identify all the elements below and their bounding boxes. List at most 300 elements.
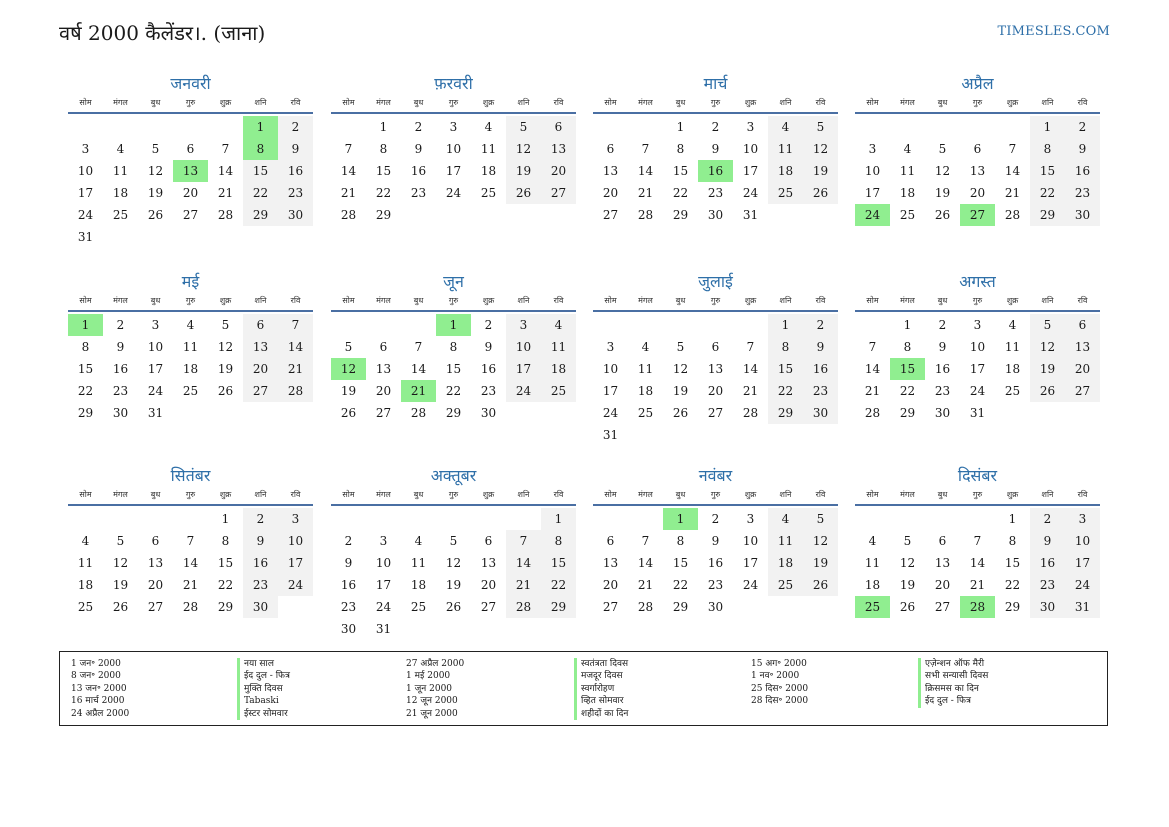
day-cell: 2	[711, 120, 720, 134]
empty-cell	[138, 116, 173, 138]
day-cell: 8	[676, 534, 685, 548]
day-cell: 12	[1030, 336, 1065, 358]
day-cell: 20	[243, 358, 278, 380]
weekday-label: शुक्र	[744, 296, 757, 305]
empty-cell	[173, 508, 208, 530]
day-cell: 17	[1065, 552, 1100, 574]
day-cell: 26	[506, 182, 541, 204]
legend-holiday-name: ईद दुल - फित्र	[918, 695, 988, 707]
empty-cell	[628, 424, 663, 446]
day-grid	[855, 314, 1100, 424]
weekday-label: रवि	[290, 490, 301, 499]
day-cell: 14	[1004, 164, 1021, 178]
empty-cell	[995, 116, 1030, 138]
day-cell: 16	[803, 358, 838, 380]
empty-cell	[925, 116, 960, 138]
weekday-label: गुरु	[710, 98, 721, 107]
day-cell: 21	[637, 578, 654, 592]
day-cell: 25	[1004, 384, 1021, 398]
day-cell: 4	[186, 318, 195, 332]
day-cell: 17	[506, 358, 541, 380]
day-cell: 2	[711, 512, 720, 526]
weekday-label: सोम	[604, 490, 617, 499]
day-cell: 2	[344, 534, 353, 548]
day-cell: 19	[112, 578, 129, 592]
weekday-label: बुध	[150, 296, 161, 305]
weekday-label: शुक्र	[482, 490, 495, 499]
legend-holiday-name: व्हित सोमवार	[574, 695, 628, 707]
day-cell: 6	[151, 534, 160, 548]
empty-cell	[436, 204, 471, 226]
day-cell: 17	[602, 384, 619, 398]
weekday-header	[68, 96, 313, 114]
day-cell: 12	[672, 362, 689, 376]
day-cell: 9	[116, 340, 125, 354]
day-cell: 13	[707, 362, 724, 376]
weekday-label: मंगल	[376, 490, 391, 499]
day-cell: 17	[445, 164, 462, 178]
day-cell: 16	[243, 552, 278, 574]
day-cell: 5	[506, 116, 541, 138]
day-cell: 26	[147, 208, 164, 222]
day-cell: 11	[541, 336, 576, 358]
empty-cell	[698, 424, 733, 446]
day-cell: 20	[707, 384, 724, 398]
day-cell: 16	[934, 362, 951, 376]
day-cell: 8	[768, 336, 803, 358]
day-cell: 7	[278, 314, 313, 336]
empty-cell	[593, 116, 628, 138]
day-cell: 3	[606, 340, 615, 354]
day-cell: 11	[480, 142, 497, 156]
day-cell: 31	[969, 406, 986, 420]
day-cell: 11	[1004, 340, 1021, 354]
day-cell: 12	[899, 556, 916, 570]
day-cell: 6	[484, 534, 493, 548]
day-cell: 1	[663, 508, 698, 530]
weekday-header	[855, 294, 1100, 312]
day-cell: 1	[903, 318, 912, 332]
day-cell: 22	[77, 384, 94, 398]
day-cell: 10	[375, 556, 392, 570]
day-cell: 23	[410, 186, 427, 200]
day-cell: 22	[445, 384, 462, 398]
day-cell: 8	[81, 340, 90, 354]
day-cell: 18	[637, 384, 654, 398]
day-grid	[331, 116, 576, 226]
empty-cell	[855, 508, 890, 530]
day-cell: 11	[77, 556, 94, 570]
day-cell: 24	[742, 578, 759, 592]
day-cell: 5	[676, 340, 685, 354]
day-cell: 24	[506, 380, 541, 402]
day-cell: 9	[278, 138, 313, 160]
day-cell: 9	[938, 340, 947, 354]
day-cell: 18	[182, 362, 199, 376]
empty-cell	[278, 402, 313, 424]
weekday-label: रवि	[290, 98, 301, 107]
day-cell: 16	[698, 160, 733, 182]
day-cell: 3	[449, 120, 458, 134]
day-cell: 20	[1065, 358, 1100, 380]
day-cell: 22	[899, 384, 916, 398]
empty-cell	[890, 116, 925, 138]
empty-cell	[925, 508, 960, 530]
weekday-label: बुध	[150, 490, 161, 499]
day-cell: 7	[746, 340, 755, 354]
day-cell: 4	[541, 314, 576, 336]
weekday-label: शनि	[254, 490, 267, 499]
day-grid	[68, 314, 313, 424]
day-cell: 31	[602, 428, 619, 442]
weekday-header	[593, 488, 838, 506]
day-cell: 26	[899, 600, 916, 614]
month-1	[68, 72, 313, 248]
month-name: अगस्त	[959, 272, 996, 291]
day-cell: 27	[243, 380, 278, 402]
weekday-label: गुरु	[185, 296, 196, 305]
weekday-label: गुरु	[972, 490, 983, 499]
empty-cell	[401, 508, 436, 530]
weekday-label: शनि	[517, 490, 530, 499]
day-cell: 14	[637, 556, 654, 570]
empty-cell	[173, 226, 208, 248]
day-cell: 17	[147, 362, 164, 376]
day-cell: 27	[182, 208, 199, 222]
day-grid	[331, 508, 576, 640]
month-name: जनवरी	[170, 74, 211, 93]
empty-cell	[960, 508, 995, 530]
day-cell: 23	[480, 384, 497, 398]
day-cell: 9	[803, 336, 838, 358]
day-cell: 19	[506, 160, 541, 182]
weekday-label: रवि	[1077, 296, 1088, 305]
empty-cell	[68, 508, 103, 530]
day-cell: 10	[742, 534, 759, 548]
month-6	[331, 270, 576, 424]
weekday-header	[855, 488, 1100, 506]
empty-cell	[628, 314, 663, 336]
empty-cell	[768, 204, 803, 226]
day-cell: 28	[960, 596, 995, 618]
day-cell: 4	[1008, 318, 1017, 332]
day-cell: 11	[182, 340, 199, 354]
day-cell: 18	[112, 186, 129, 200]
day-cell: 2	[1065, 116, 1100, 138]
month-name: फ़रवरी	[434, 74, 473, 93]
day-cell: 15	[217, 556, 234, 570]
day-cell: 25	[182, 384, 199, 398]
legend-holiday-name: क्रिसमस का दिन	[918, 683, 988, 695]
day-cell: 8	[449, 340, 458, 354]
day-cell: 7	[414, 340, 423, 354]
day-cell: 4	[768, 508, 803, 530]
day-cell: 5	[344, 340, 353, 354]
day-cell: 6	[186, 142, 195, 156]
day-cell: 21	[1004, 186, 1021, 200]
day-cell: 9	[711, 142, 720, 156]
day-cell: 27	[1065, 380, 1100, 402]
empty-cell	[208, 226, 243, 248]
empty-cell	[401, 618, 436, 640]
weekday-label: मंगल	[900, 98, 915, 107]
day-cell: 29	[243, 204, 278, 226]
legend-date: 13 जन॰ 2000	[71, 683, 127, 694]
day-cell: 7	[186, 534, 195, 548]
day-cell: 30	[803, 402, 838, 424]
empty-cell	[628, 116, 663, 138]
weekday-label: रवि	[553, 296, 564, 305]
empty-cell	[401, 204, 436, 226]
day-cell: 15	[541, 552, 576, 574]
day-cell: 19	[803, 160, 838, 182]
empty-cell	[768, 424, 803, 446]
day-cell: 21	[278, 358, 313, 380]
day-cell: 28	[217, 208, 234, 222]
day-cell: 5	[803, 508, 838, 530]
day-cell: 1	[379, 120, 388, 134]
day-cell: 23	[803, 380, 838, 402]
day-cell: 24	[77, 208, 94, 222]
day-cell: 6	[243, 314, 278, 336]
legend-holiday-name: मुक्ति दिवस	[237, 683, 290, 695]
weekday-label: सोम	[79, 296, 92, 305]
empty-cell	[278, 596, 313, 618]
empty-cell	[541, 204, 576, 226]
holiday-legend	[59, 651, 1108, 726]
weekday-header	[68, 294, 313, 312]
day-cell: 24	[855, 204, 890, 226]
empty-cell	[1030, 402, 1065, 424]
weekday-label: रवि	[1077, 490, 1088, 499]
day-cell: 28	[410, 406, 427, 420]
day-cell: 3	[81, 142, 90, 156]
day-cell: 30	[480, 406, 497, 420]
day-cell: 12	[112, 556, 129, 570]
legend-holiday-name: ईद दुल - फित्र	[237, 670, 290, 682]
day-cell: 23	[1030, 574, 1065, 596]
empty-cell	[890, 508, 925, 530]
empty-cell	[103, 226, 138, 248]
day-cell: 13	[480, 556, 497, 570]
day-cell: 25	[899, 208, 916, 222]
empty-cell	[733, 596, 768, 618]
day-cell: 8	[221, 534, 230, 548]
day-cell: 1	[243, 116, 278, 138]
weekday-label: गुरु	[185, 98, 196, 107]
day-cell: 8	[379, 142, 388, 156]
day-cell: 15	[1030, 160, 1065, 182]
page-title: वर्ष 2000 कैलेंडर।. (जाना)	[59, 21, 266, 45]
day-cell: 1	[768, 314, 803, 336]
weekday-label: शुक्र	[219, 296, 232, 305]
empty-cell	[436, 508, 471, 530]
day-cell: 17	[742, 556, 759, 570]
day-cell: 6	[938, 534, 947, 548]
day-cell: 28	[278, 380, 313, 402]
day-cell: 2	[1030, 508, 1065, 530]
day-grid	[593, 116, 838, 226]
weekday-label: सोम	[604, 296, 617, 305]
day-cell: 29	[217, 600, 234, 614]
day-cell: 7	[641, 534, 650, 548]
weekday-label: बुध	[675, 296, 686, 305]
day-cell: 1	[1008, 512, 1017, 526]
weekday-label: शनि	[1041, 296, 1054, 305]
day-cell: 28	[864, 406, 881, 420]
day-cell: 24	[445, 186, 462, 200]
day-cell: 7	[641, 142, 650, 156]
legend-holiday-name: मजदूर दिवस	[574, 670, 628, 682]
weekday-label: बुध	[413, 98, 424, 107]
day-cell: 18	[1004, 362, 1021, 376]
day-cell: 15	[375, 164, 392, 178]
day-cell: 24	[147, 384, 164, 398]
day-cell: 30	[1030, 596, 1065, 618]
weekday-label: बुध	[413, 490, 424, 499]
day-cell: 6	[606, 142, 615, 156]
day-cell: 19	[899, 578, 916, 592]
day-cell: 20	[602, 186, 619, 200]
day-cell: 20	[602, 578, 619, 592]
weekday-label: गुरु	[448, 296, 459, 305]
day-cell: 31	[77, 230, 94, 244]
empty-cell	[506, 402, 541, 424]
day-cell: 27	[147, 600, 164, 614]
day-cell: 4	[768, 116, 803, 138]
day-cell: 2	[414, 120, 423, 134]
day-cell: 16	[410, 164, 427, 178]
weekday-label: सोम	[79, 98, 92, 107]
day-cell: 1	[436, 314, 471, 336]
empty-cell	[436, 618, 471, 640]
day-cell: 14	[506, 552, 541, 574]
day-cell: 16	[480, 362, 497, 376]
day-cell: 8	[243, 138, 278, 160]
month-10	[331, 464, 576, 640]
day-cell: 16	[112, 362, 129, 376]
weekday-label: सोम	[79, 490, 92, 499]
day-cell: 26	[803, 574, 838, 596]
weekday-label: सोम	[866, 296, 879, 305]
month-3	[593, 72, 838, 226]
legend-dates-column	[406, 658, 464, 720]
legend-date: 1 जून 2000	[406, 683, 453, 694]
day-cell: 15	[672, 164, 689, 178]
day-cell: 10	[506, 336, 541, 358]
day-cell: 19	[803, 552, 838, 574]
empty-cell	[855, 116, 890, 138]
day-cell: 23	[243, 574, 278, 596]
day-cell: 15	[768, 358, 803, 380]
day-cell: 27	[934, 600, 951, 614]
day-cell: 8	[903, 340, 912, 354]
weekday-header	[593, 294, 838, 312]
day-cell: 23	[112, 384, 129, 398]
weekday-label: शुक्र	[744, 98, 757, 107]
day-cell: 25	[637, 406, 654, 420]
day-grid	[68, 116, 313, 248]
empty-cell	[366, 314, 401, 336]
day-cell: 24	[602, 406, 619, 420]
day-cell: 14	[278, 336, 313, 358]
day-cell: 13	[243, 336, 278, 358]
weekday-label: शनि	[779, 490, 792, 499]
weekday-header	[331, 294, 576, 312]
day-cell: 3	[379, 534, 388, 548]
day-cell: 24	[1065, 574, 1100, 596]
day-cell: 2	[243, 508, 278, 530]
weekday-label: सोम	[866, 98, 879, 107]
month-name: मई	[181, 272, 200, 291]
day-cell: 14	[182, 556, 199, 570]
day-cell: 19	[672, 384, 689, 398]
day-cell: 21	[506, 574, 541, 596]
day-cell: 29	[899, 406, 916, 420]
day-cell: 10	[147, 340, 164, 354]
day-cell: 22	[672, 578, 689, 592]
site-link[interactable]: TIMESLES.COM	[997, 24, 1110, 39]
day-cell: 6	[973, 142, 982, 156]
day-cell: 29	[541, 596, 576, 618]
day-cell: 3	[868, 142, 877, 156]
day-cell: 8	[1030, 138, 1065, 160]
weekday-label: रवि	[815, 296, 826, 305]
day-cell: 16	[1030, 552, 1065, 574]
legend-holiday-name: स्वतंत्रता दिवस	[574, 658, 628, 670]
day-cell: 4	[81, 534, 90, 548]
day-grid	[331, 314, 576, 424]
day-cell: 14	[864, 362, 881, 376]
day-cell: 20	[541, 160, 576, 182]
weekday-label: गुरु	[185, 490, 196, 499]
empty-cell	[471, 508, 506, 530]
month-name: नवंबर	[698, 466, 733, 485]
day-cell: 10	[969, 340, 986, 354]
empty-cell	[663, 314, 698, 336]
weekday-header	[331, 488, 576, 506]
day-cell: 18	[77, 578, 94, 592]
empty-cell	[803, 424, 838, 446]
weekday-label: बुध	[675, 490, 686, 499]
day-cell: 29	[1030, 204, 1065, 226]
day-cell: 26	[217, 384, 234, 398]
month-name: मार्च	[703, 74, 728, 93]
month-name: जून	[443, 272, 464, 291]
empty-cell	[278, 226, 313, 248]
weekday-label: रवि	[1077, 98, 1088, 107]
day-cell: 5	[1030, 314, 1065, 336]
empty-cell	[208, 116, 243, 138]
day-cell: 12	[803, 138, 838, 160]
legend-date: 1 जन॰ 2000	[71, 659, 121, 669]
month-2	[331, 72, 576, 226]
day-cell: 4	[641, 340, 650, 354]
day-cell: 15	[1004, 556, 1021, 570]
day-cell: 18	[899, 186, 916, 200]
weekday-label: मंगल	[113, 296, 128, 305]
day-cell: 20	[147, 578, 164, 592]
day-cell: 21	[182, 578, 199, 592]
legend-holiday-name: नया साल	[237, 658, 290, 670]
day-cell: 27	[602, 208, 619, 222]
weekday-label: शुक्र	[219, 98, 232, 107]
day-cell: 30	[1065, 204, 1100, 226]
day-cell: 7	[344, 142, 353, 156]
day-cell: 19	[147, 186, 164, 200]
weekday-label: गुरु	[448, 98, 459, 107]
empty-cell	[541, 402, 576, 424]
